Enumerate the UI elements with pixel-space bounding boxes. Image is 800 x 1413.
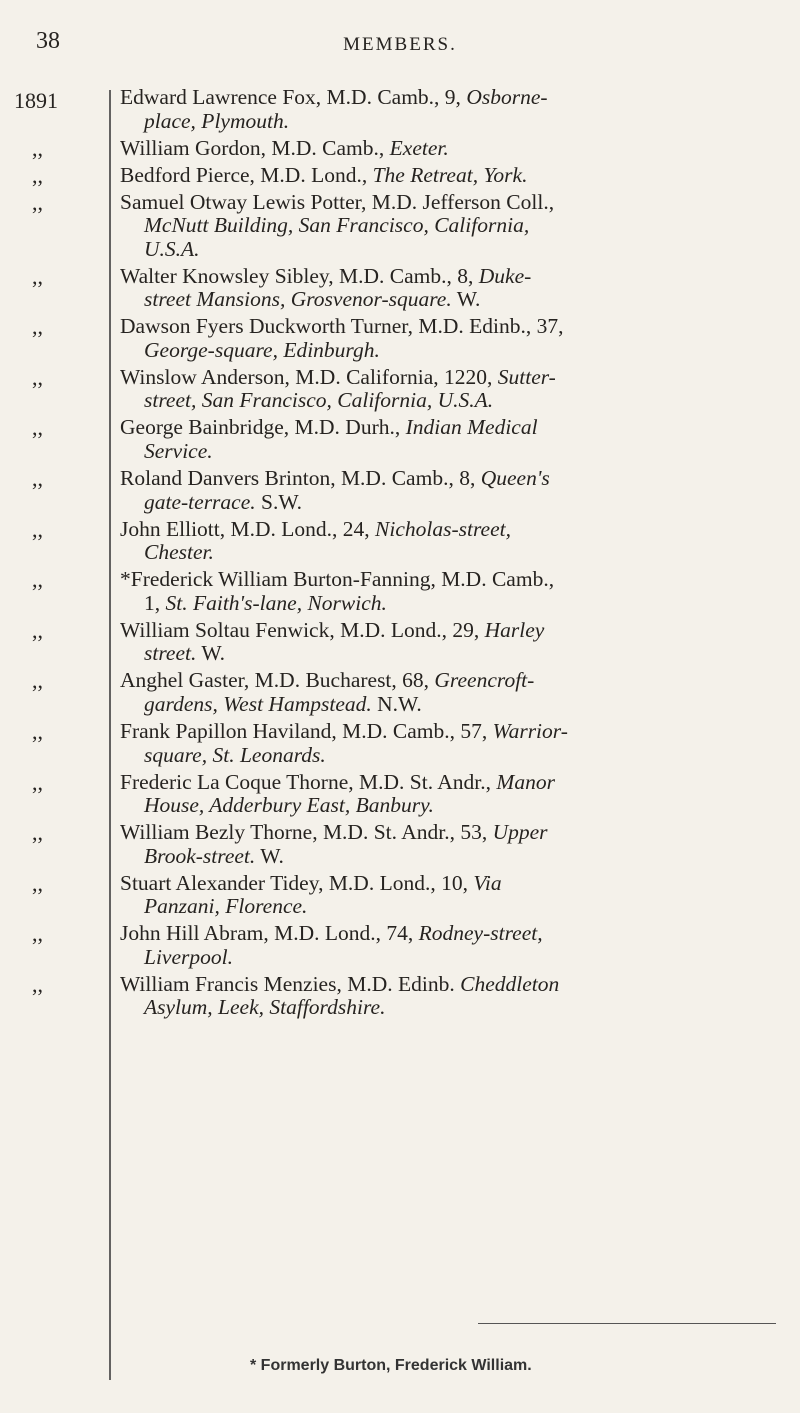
ditto-mark: ,, bbox=[32, 135, 43, 161]
entry-line bbox=[120, 416, 760, 440]
ditto-mark: ,, bbox=[32, 820, 43, 846]
ditto-mark: ,, bbox=[32, 162, 43, 188]
ditto-mark: ,, bbox=[32, 567, 43, 593]
entry-text: John Elliott, M.D. Lond., 24, bbox=[120, 516, 376, 541]
member-entry bbox=[32, 971, 760, 1020]
entry-text: William Soltau Fenwick, M.D. Lond., 29, bbox=[120, 617, 485, 642]
entry-address-text: Via bbox=[473, 870, 502, 895]
entry-address-text: House, Adderbury East, Banbury. bbox=[144, 793, 434, 818]
entry-address-text: George-square, Edinburgh. bbox=[144, 337, 380, 362]
ditto-mark: ,, bbox=[32, 415, 43, 441]
member-entry bbox=[120, 86, 760, 133]
entry-text: W. bbox=[451, 287, 481, 312]
ditto-mark: ,, bbox=[32, 921, 43, 947]
entry-address-text: Indian Medical bbox=[405, 415, 538, 440]
entry-address-text: square, St. Leonards. bbox=[144, 742, 326, 767]
entry-text: W. bbox=[255, 843, 284, 868]
ditto-mark: ,, bbox=[32, 364, 43, 390]
entry-text: Dawson Fyers Duckworth Turner, M.D. Edinb., 37, bbox=[120, 314, 564, 339]
entry-line bbox=[120, 238, 760, 262]
entry-line bbox=[120, 288, 760, 312]
ditto-mark: ,, bbox=[32, 668, 43, 694]
entry-line bbox=[120, 568, 760, 592]
member-entry bbox=[32, 162, 760, 188]
member-entry bbox=[32, 668, 760, 716]
entry-text: Frank Papillon Haviland, M.D. Camb., 57, bbox=[120, 718, 493, 743]
entry-address-text: gate-terrace. bbox=[144, 489, 256, 514]
member-entry bbox=[32, 870, 760, 919]
entry-address-text: The Retreat, York. bbox=[372, 162, 528, 187]
entry-address-text: Rodney-street, bbox=[418, 921, 543, 946]
ditto-mark: ,, bbox=[32, 516, 43, 542]
member-entry bbox=[32, 135, 760, 161]
entry-line bbox=[120, 491, 760, 515]
member-entry bbox=[32, 820, 760, 868]
ditto-mark: ,, bbox=[32, 314, 43, 340]
entry-address-text: Cheddleton bbox=[460, 971, 560, 996]
ditto-mark: ,, bbox=[32, 718, 43, 744]
member-entry bbox=[32, 718, 760, 767]
running-head: MEMBERS. bbox=[343, 34, 457, 55]
entry-text: Bedford Pierce, M.D. Lond., bbox=[120, 162, 373, 187]
entry-line bbox=[120, 339, 760, 363]
entry-address-text: Service. bbox=[144, 439, 213, 464]
entry-line bbox=[120, 821, 760, 845]
member-entry bbox=[32, 466, 760, 514]
footnote-rule bbox=[478, 1323, 776, 1324]
entry-text: *Frederick William Burton-Fanning, M.D. Camb., bbox=[120, 567, 555, 592]
entry-line bbox=[120, 794, 760, 818]
entry-address-text: street. bbox=[144, 641, 197, 666]
entry-line bbox=[120, 895, 760, 919]
entry-line bbox=[120, 720, 760, 744]
entry-line bbox=[120, 771, 760, 795]
entry-text: William Gordon, M.D. Camb., bbox=[120, 135, 390, 160]
entry-address-text: U.S.A. bbox=[144, 236, 200, 261]
entry-text: Roland Danvers Brinton, M.D. Camb., 8, bbox=[120, 466, 481, 491]
entry-address-text: street, San Francisco, California, U.S.A. bbox=[144, 388, 494, 413]
entry-address-text: gardens, West Hampstead. bbox=[144, 691, 372, 716]
entry-line bbox=[120, 693, 760, 717]
entry-address-text: Greencroft- bbox=[434, 668, 535, 693]
entry-address-text: Osborne- bbox=[466, 85, 548, 109]
entry-line bbox=[120, 315, 760, 339]
entry-address-text: Exeter. bbox=[389, 135, 449, 160]
entry-text: N.W. bbox=[371, 691, 422, 716]
member-entry bbox=[32, 516, 760, 565]
entry-address-text: Chester. bbox=[144, 540, 214, 565]
entry-text: John Hill Abram, M.D. Lond., 74, bbox=[120, 921, 419, 946]
entry-text: Samuel Otway Lewis Potter, M.D. Jefferson Coll., bbox=[120, 189, 555, 214]
entry-line bbox=[120, 86, 760, 110]
entry-line bbox=[120, 110, 760, 134]
member-entry bbox=[32, 769, 760, 818]
entry-line bbox=[120, 669, 760, 693]
ditto-mark: ,, bbox=[32, 971, 43, 997]
entry-line bbox=[120, 845, 760, 869]
entry-address-text: Warrior- bbox=[492, 718, 568, 743]
member-entry bbox=[32, 314, 760, 362]
ditto-mark: ,, bbox=[32, 466, 43, 492]
entry-address-text: St. Faith's-lane, Norwich. bbox=[165, 590, 387, 615]
entry-line bbox=[120, 872, 760, 896]
ditto-mark: ,, bbox=[32, 189, 43, 215]
ditto-mark: ,, bbox=[32, 769, 43, 795]
entry-line bbox=[120, 467, 760, 491]
entry-address-text: Manor bbox=[496, 769, 555, 794]
entry-line bbox=[120, 973, 760, 997]
entry-line bbox=[120, 744, 760, 768]
entry-line bbox=[120, 922, 760, 946]
entry-line bbox=[120, 996, 760, 1020]
entry-text: George Bainbridge, M.D. Durh., bbox=[120, 415, 406, 440]
entry-text: Anghel Gaster, M.D. Bucharest, 68, bbox=[120, 668, 435, 693]
column-rule bbox=[109, 90, 111, 1380]
page-number: 38 bbox=[36, 28, 60, 54]
entry-line bbox=[120, 164, 760, 188]
entry-address-text: Asylum, Leek, Staffordshire. bbox=[144, 995, 386, 1020]
entry-address-text: Sutter- bbox=[497, 364, 556, 389]
entry-address-text: Queen's bbox=[480, 466, 550, 491]
entry-line bbox=[120, 946, 760, 970]
entry-line bbox=[120, 619, 760, 643]
entry-text: William Francis Menzies, M.D. Edinb. bbox=[120, 971, 461, 996]
member-entry bbox=[32, 189, 760, 262]
entry-text: William Bezly Thorne, M.D. St. Andr., 53, bbox=[120, 820, 493, 845]
entry-line bbox=[120, 389, 760, 413]
footnote: * Formerly Burton, Frederick William. bbox=[250, 1357, 532, 1374]
ditto-mark: ,, bbox=[32, 870, 43, 896]
entry-line bbox=[120, 592, 760, 616]
entry-text: Frederic La Coque Thorne, M.D. St. Andr., bbox=[120, 769, 497, 794]
member-entry bbox=[32, 617, 760, 666]
entry-text: Winslow Anderson, M.D. California, 1220, bbox=[120, 364, 498, 389]
member-entry bbox=[32, 567, 760, 615]
entry-address-text: McNutt Building, San Francisco, California, bbox=[144, 213, 530, 238]
ditto-mark: ,, bbox=[32, 617, 43, 643]
entry-line bbox=[120, 137, 760, 161]
entry-line bbox=[120, 440, 760, 464]
entry-text: S.W. bbox=[255, 489, 303, 514]
entry-line bbox=[120, 518, 760, 542]
entry-text: Walter Knowsley Sibley, M.D. Camb., 8, bbox=[120, 263, 479, 288]
entry-address-text: Upper bbox=[492, 820, 548, 845]
entry-line bbox=[120, 642, 760, 666]
entry-address-text: place, Plymouth. bbox=[144, 108, 290, 133]
entry-address-text: Panzani, Florence. bbox=[144, 894, 308, 919]
entry-address-text: Nicholas-street, bbox=[375, 516, 511, 541]
entry-line bbox=[120, 265, 760, 289]
member-entry bbox=[32, 364, 760, 413]
entry-line bbox=[120, 366, 760, 390]
entry-text: W. bbox=[196, 641, 226, 666]
entry-line bbox=[120, 214, 760, 238]
entry-address-text: Harley bbox=[484, 617, 545, 642]
ditto-mark: ,, bbox=[32, 263, 43, 289]
entry-line bbox=[120, 541, 760, 565]
entry-address-text: Liverpool. bbox=[144, 944, 233, 969]
entry-text: Edward Lawrence Fox, M.D. Camb., 9, bbox=[120, 85, 467, 109]
member-entry bbox=[32, 921, 760, 969]
entry-text: Stuart Alexander Tidey, M.D. Lond., 10, bbox=[120, 870, 474, 895]
member-entry bbox=[32, 263, 760, 312]
entry-address-text: street Mansions, Grosvenor-square. bbox=[144, 287, 452, 312]
entry-address-text: Brook-street. bbox=[144, 843, 256, 868]
year-label: 1891 bbox=[14, 88, 58, 113]
entry-line bbox=[120, 191, 760, 215]
entry-text: 1, bbox=[144, 590, 166, 615]
entry-address-text: Duke- bbox=[478, 263, 532, 288]
member-entry bbox=[32, 415, 760, 464]
